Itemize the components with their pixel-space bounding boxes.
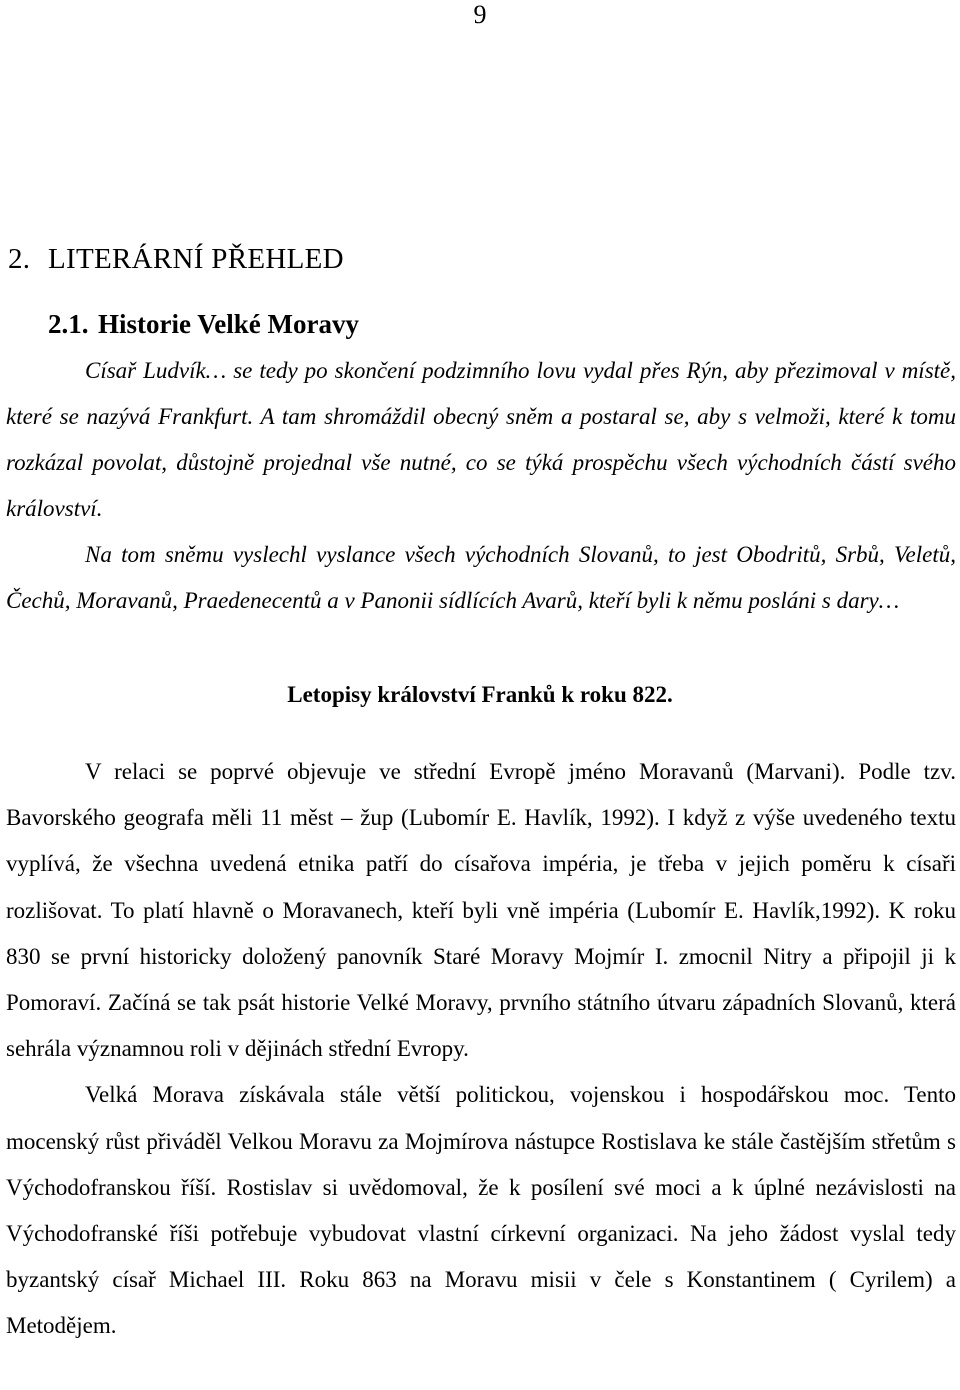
chapter-heading — [8, 241, 344, 277]
body-paragraph: Velká Morava získávala stále větší politickou, vojenskou i hospodářskou moc. Tento mocenský růst přiváděl Velkou Moravu za Mojmírova nástupce Rostislava ke stále častějším střetům s Východofranskou říší. Rostislav si uvědomoval, že k posílení své moci a k úplné nezávislosti na Východofranské říši potřebuje vybudovat vlastní církevní organizaci. Na jeho žádost vyslal tedy byzantský císař Michael III. Roku 863 na Moravu misii v čele s Konstantinem ( Cyrilem) a Metodějem. — [6, 1082, 956, 1339]
chronicle-quote — [6, 348, 956, 624]
section-number: 2.1. — [48, 309, 89, 339]
body-paragraph: V relaci se poprvé objevuje ve střední Evropě jméno Moravanů (Marvani). Podle tzv. Bavorského geografa měli 11 měst – žup (Lubomír E. Havlík, 1992). I když z výše uvedeného textu vyplívá, že všechna uvedená etnika patří do císařova impéria, je třeba v jejich poměru k císaři rozlišovat. To platí hlavně o Moravanech, kteří byli vně impéria (Lubomír E. Havlík,1992). K roku 830 se první historicky doložený panovník Staré Moravy Mojmír I. zmocnil Nitry a připojil ji k Pomoraví. Začíná se tak psát historie Velké Moravy, prvního státního útvaru západních Slovanů, která sehrála významnou roli v dějinách střední Evropy. — [6, 759, 956, 1062]
quote-paragraph: Na tom sněmu vyslechl vyslance všech východních Slovanů, to jest Obodritů, Srbů, Veletů, Čechů, Moravanů, Praedenecentů a v Panonii sídlících Avarů, kteří byli k němu posláni s dary… — [6, 542, 956, 613]
chapter-number: 2. — [8, 243, 31, 275]
page-number: 9 — [473, 0, 487, 29]
section-title: Historie Velké Moravy — [98, 309, 359, 339]
section-heading — [48, 306, 359, 342]
quote-paragraph: Císař Ludvík… se tedy po skončení podzimního lovu vydal přes Rýn, aby přezimoval v místě, které se nazývá Frankfurt. A tam shromáždil obecný sněm a postaral se, aby s velmoži, které k tomu rozkázal povolat, důstojně projednal vše nutné, co se týká prospěchu všech východních částí svého království. — [6, 358, 956, 521]
body-text — [6, 749, 956, 1350]
quote-source: Letopisy království Franků k roku 822. — [287, 682, 673, 707]
chapter-title: LITERÁRNÍ PŘEHLED — [48, 243, 344, 275]
